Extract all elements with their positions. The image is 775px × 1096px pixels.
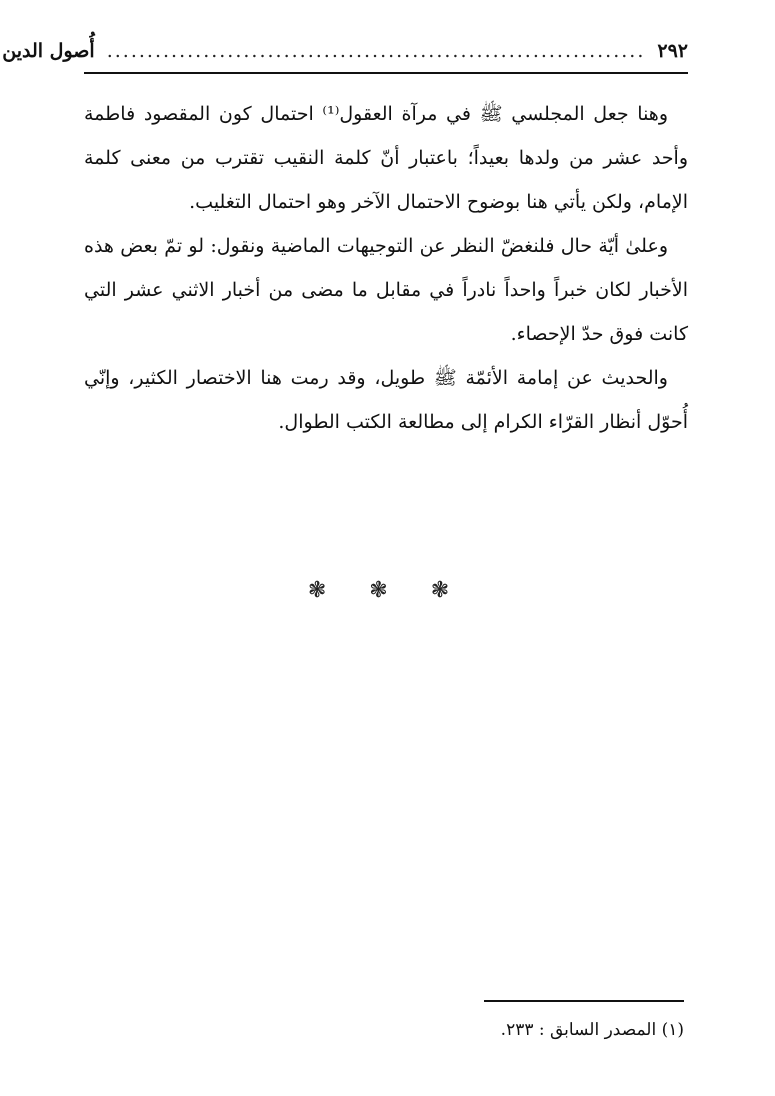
footnote-rule (484, 1000, 684, 1002)
header-leader-dots: ................................................................... (106, 40, 646, 62)
paragraph-1: وهنا جعل المجلسي ﷺ في مرآة العقول⁽¹⁾ احتمال كون المقصود فاطمة وأحد عشر من ولدها بعيداً؛ باعتبار أنّ كلمة النقيب تقترب من معنى كلمة الإمام، ولكن يأتي هنا بوضوح الاحتمال الآخر وهو احتمال التغليب. (84, 103, 688, 213)
footnote: (١) المصدر السابق : ٢٣٣. (500, 1020, 684, 1040)
section-ornament: ❃ ❃ ❃ (307, 578, 468, 603)
paragraph-2: وعلىٰ أيّة حال فلنغضّ النظر عن التوجيهات الماضية ونقول: لو تمّ بعض هذه الأخبار لكان خبراً واحداً نادراً في مقابل ما مضى من أخبار الاثني عشر التي كانت فوق حدّ الإحصاء. (84, 235, 688, 345)
page-number: ٢٩٢ (657, 40, 688, 62)
running-header (2, 36, 688, 66)
header-rule (84, 72, 688, 74)
paragraph-3: والحديث عن إمامة الأئمّة ﷺ طويل، وقد رمت هنا الاختصار الكثير، وإنّي أُحوّل أنظار القرّاء الكرام إلى مطالعة الكتب الطوال. (84, 367, 688, 433)
body-text (84, 92, 688, 444)
book-title: أُصول الدين (2, 40, 95, 62)
